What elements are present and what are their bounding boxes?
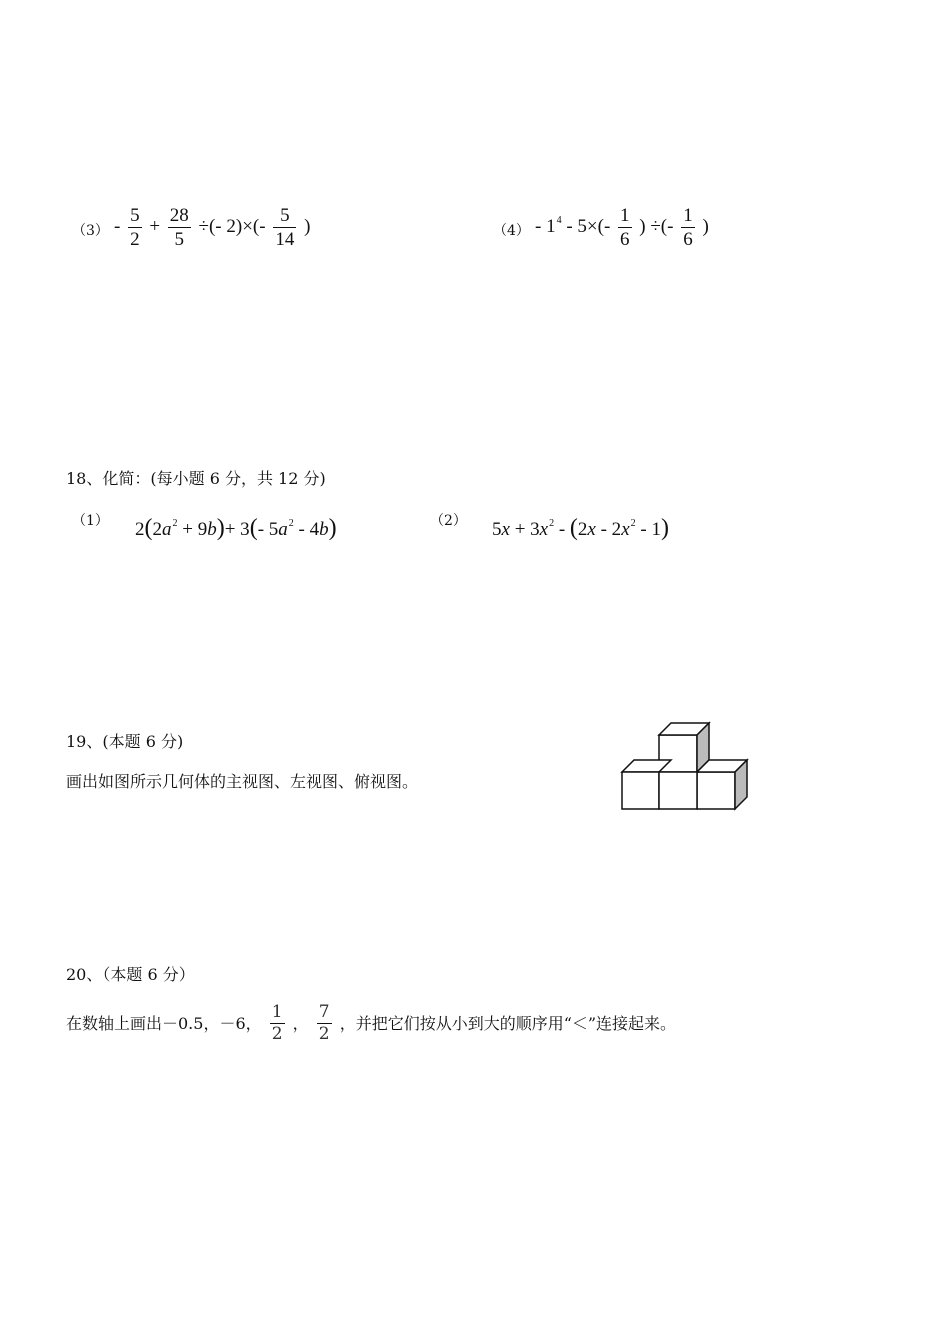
q18-part1-label: （1） xyxy=(72,513,109,529)
q17-part3-expression: - $\frac{5}{2}$ + $\frac{28}{5}$ ÷(- 2)×(- $\frac{5}{14}$ ) xyxy=(114,205,311,250)
q20-instruction xyxy=(66,1004,676,1043)
q19-heading: 19、(本题 6 分) xyxy=(66,732,184,751)
q17-part3-label: （3） xyxy=(72,223,109,239)
q18-part1-expression: $2(2a^2 + 9b)+ 3(-$ $5a^2 - 4b$) xyxy=(135,515,337,541)
q20-text-end: ，并把它们按从小到大的顺序用“＜”连接起来。 xyxy=(339,1013,677,1033)
cube-stack-figure xyxy=(615,715,755,820)
q17-part4-expression: - $1^4 - 5\times(-$ $\frac{1}{6}$ ) ÷(- $\frac{1}{6}$ ) xyxy=(535,205,709,250)
left-cube-front xyxy=(622,772,659,809)
q20-heading: 20、（本题 6 分） xyxy=(66,965,195,984)
q20-separator: ， xyxy=(292,1013,309,1033)
q18-part2-label: （2） xyxy=(430,513,467,529)
q17-part4-label: （4） xyxy=(493,223,530,239)
q20-fraction-one-half: $\frac{1}{2}$ xyxy=(271,1002,283,1044)
middle-cube-front xyxy=(659,772,697,809)
q18-part2-expression: $5x + 3x^2 - (2x - 2x^2 - 1)$ xyxy=(492,515,669,541)
q18-heading: 18、化简：(每小题 6 分，共 12 分) xyxy=(66,469,326,488)
q20-text-start: 在数轴上画出－0.5，－6， xyxy=(66,1013,262,1033)
q19-instruction: 画出如图所示几何体的主视图、左视图、俯视图。 xyxy=(66,772,419,791)
q20-fraction-seven-halves: $\frac{7}{2}$ xyxy=(318,1002,330,1044)
right-cube-front xyxy=(697,772,735,809)
